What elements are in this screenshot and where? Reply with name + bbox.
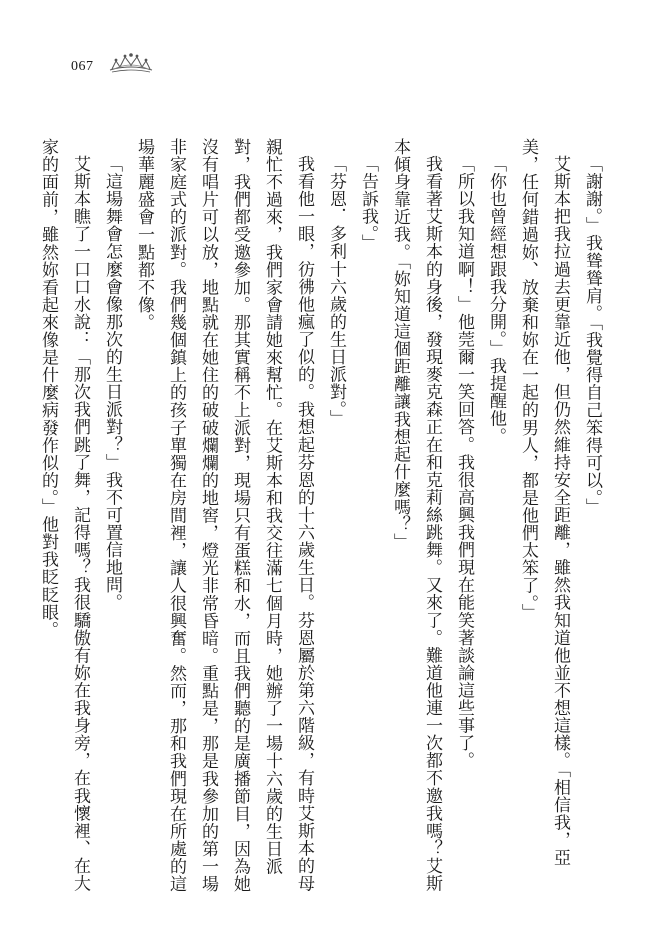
paragraph-4: 「所以我知道啊！」他莞爾一笑回答。我很高興我們現在能笑著談論這些事了。 <box>454 155 474 770</box>
paragraph-7: 「芬恩．多利十六歲的生日派對。」 <box>326 155 346 428</box>
paragraph-6: 「告訴我。」 <box>358 155 378 252</box>
paragraph-10: 艾斯本瞧了一口口水說：「那次我們跳了舞，記得嗎？我很驕傲有妳在我身旁，在我懷裡、在大家的面前，雖然妳看起來像是什麼病發作似的。」他對我眨眨眼。 <box>38 138 90 893</box>
body-text <box>38 138 608 898</box>
paragraph-8: 我看他一眼，彷彿他瘋了似的。我想起芬恩的十六歲生日。芬恩屬於第六階級，有時艾斯本的母親忙不過來，我們家會請她來幫忙。在艾斯本和我交往滿七個月時，她辦了一場十六歲的生日派對，我們都受邀參加。那其實稱不上派對，現場只有蛋糕和水，而且我們聽的是廣播節目，因為她沒有唱片可以放，地點就在她住的破破爛爛的地窖，燈光非常昏暗。重點是，那是我參加的第一場非家庭式的派對。我們幾個鎮上的孩子單獨在房間裡，讓人很興奮。然而，那和我們現在所處的這場華麗盛會一點都不像。 <box>134 138 314 893</box>
page-number: 067 <box>71 59 94 74</box>
paragraph-1: 「謝謝。」我聳聳肩。「我覺得自己笨得可以。」 <box>582 155 602 516</box>
crown-ornament-icon <box>108 52 154 74</box>
paragraph-2: 艾斯本把我拉過去更靠近他，但仍然維持安全距離，雖然我知道他並不想這樣。「相信我，亞美，任何錯過妳、放棄和妳在一起的男人，都是他們太笨了。」 <box>518 138 570 867</box>
paragraph-9: 「這場舞會怎麼會像那次的生日派對？」我不可置信地問。 <box>102 155 122 612</box>
paragraph-3: 「你也曾經想跟我分開。」我提醒他。 <box>486 155 506 445</box>
paragraph-5: 我看著艾斯本的身後，發現麥克森正在和克莉絲跳舞。又來了。難道他連一次都不邀我嗎？艾斯本傾身靠近我。「妳知道這個距離讓我想起什麼嗎？」 <box>390 138 442 893</box>
